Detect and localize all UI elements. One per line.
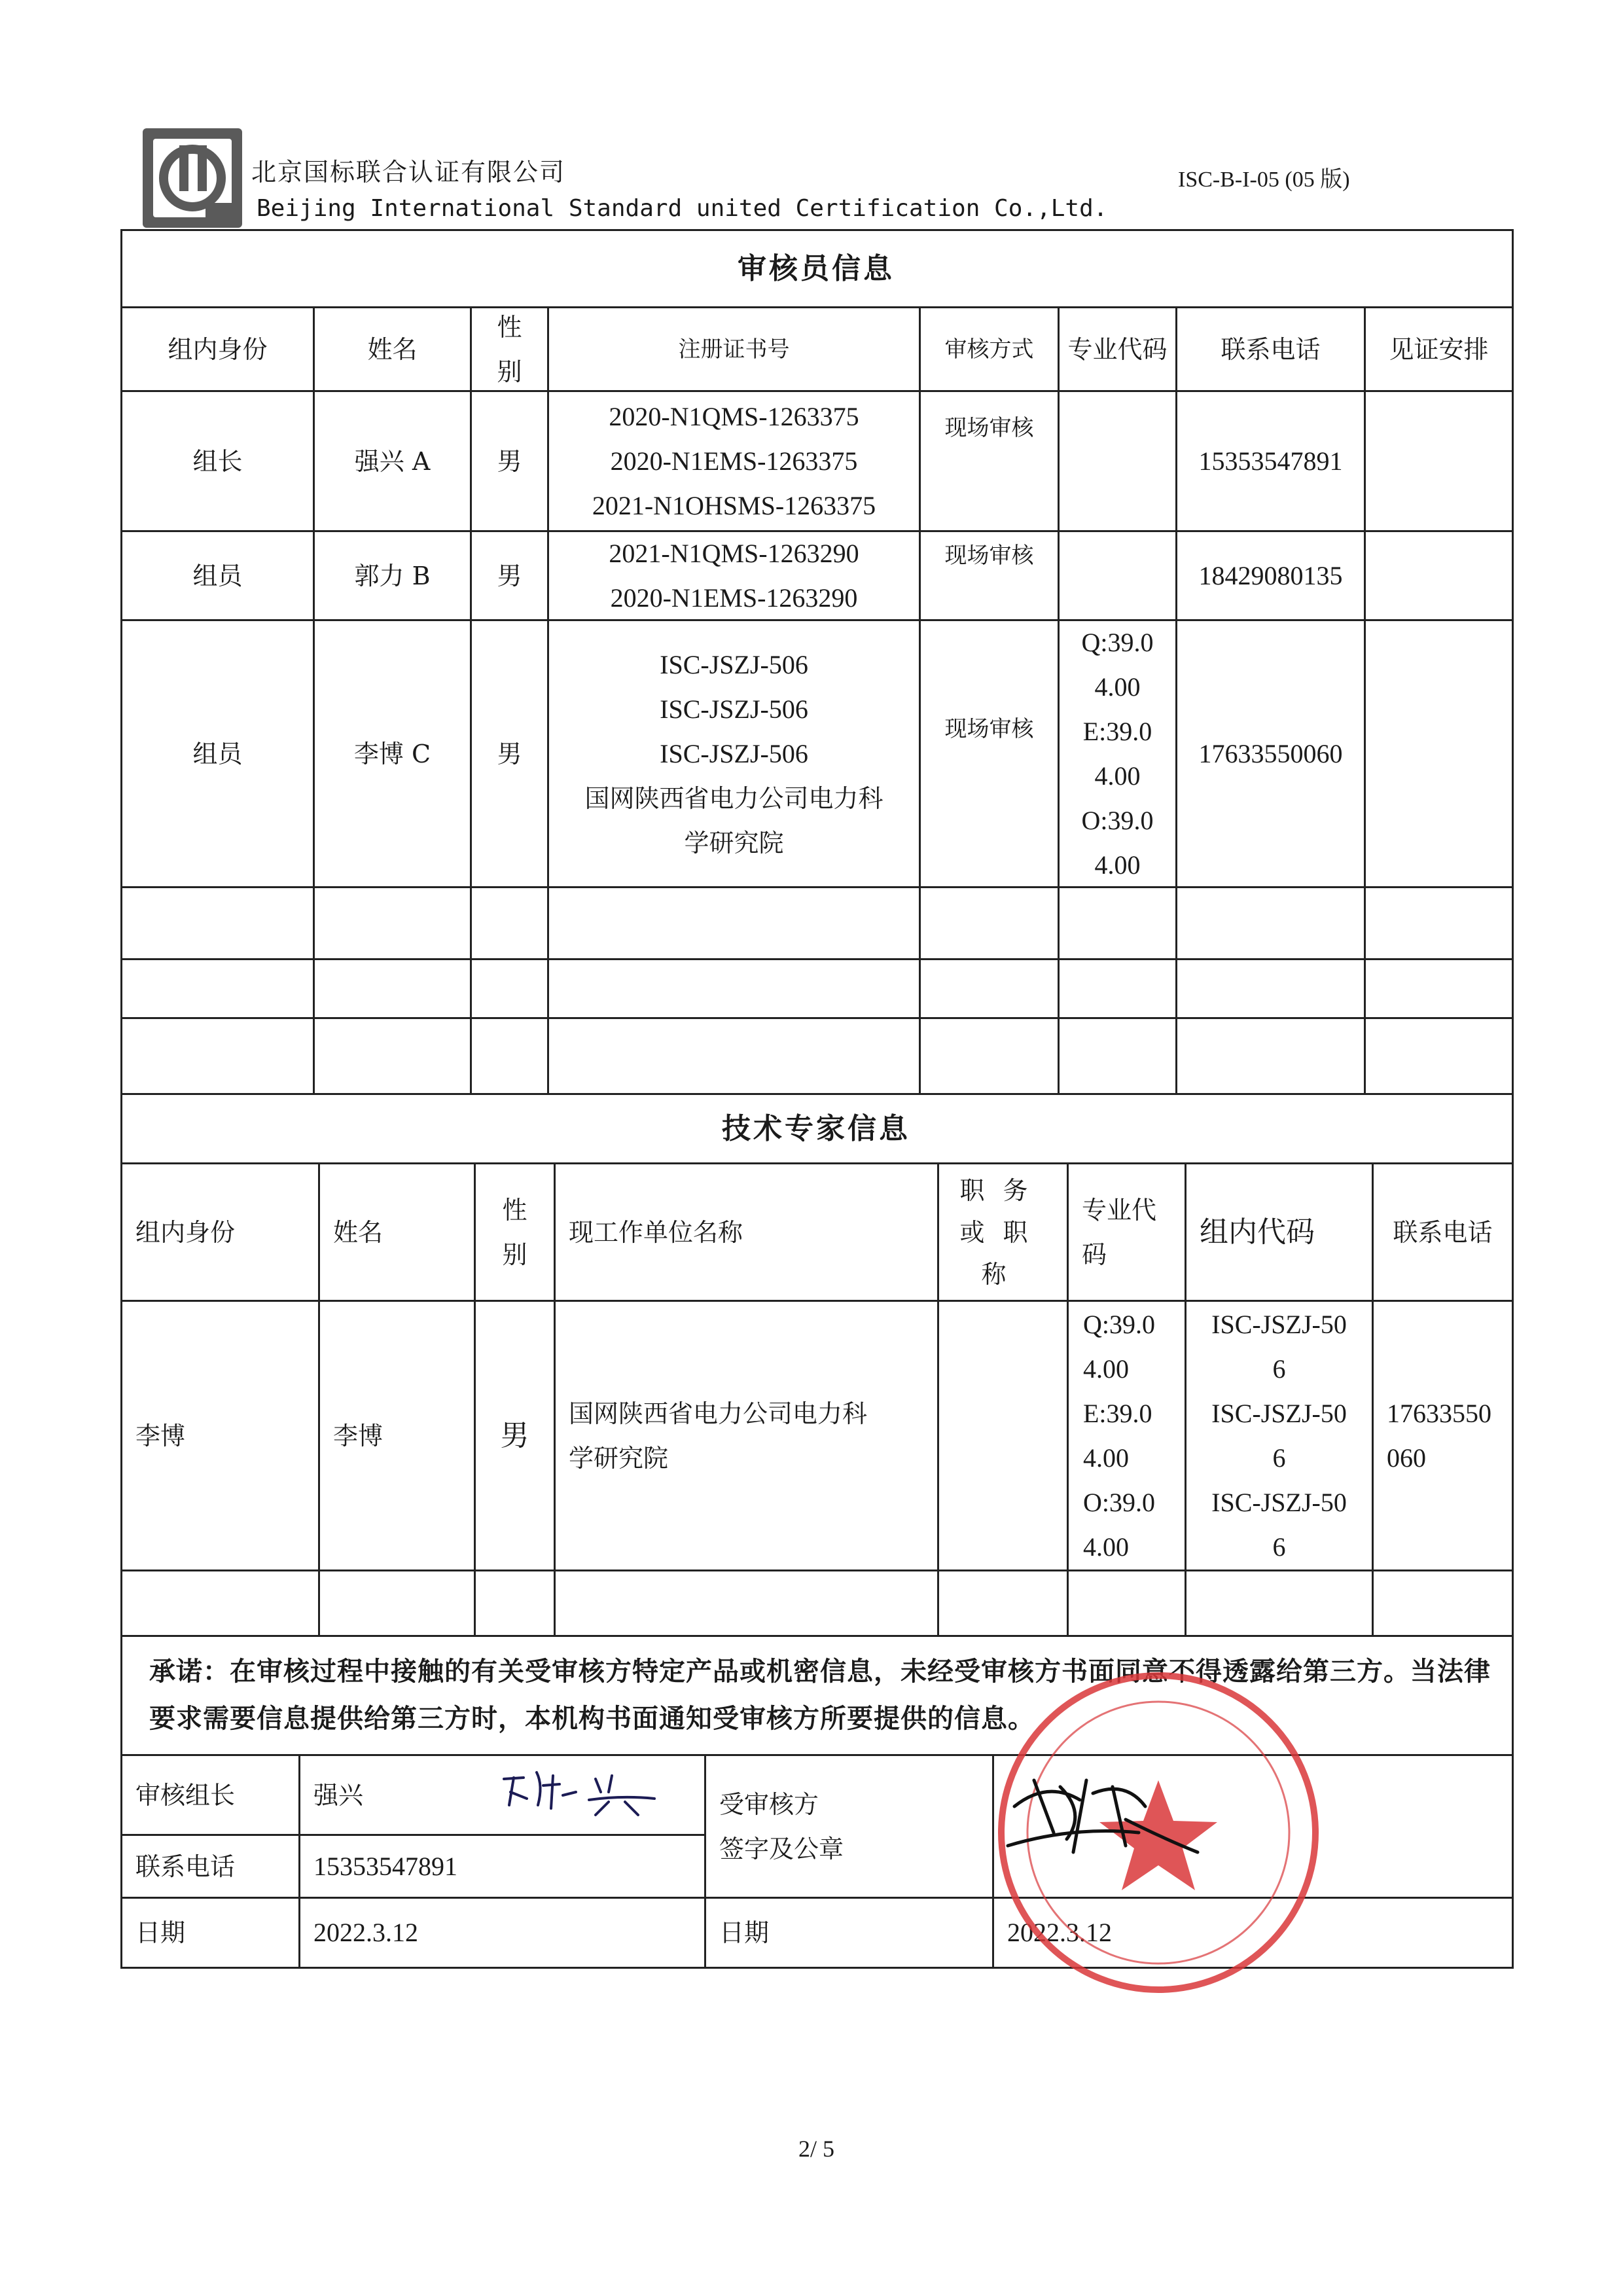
company-name-en: Beijing International Standard united Certification Co.,Ltd. — [257, 195, 1108, 222]
cert-number: 2020-N1QMS-1263375 — [609, 401, 859, 431]
col-header-phone: 联系电话 — [1393, 1217, 1493, 1247]
code-line: Q:39.0 — [1083, 1309, 1155, 1339]
col-header-method: 审核方式 — [944, 336, 1034, 363]
code-line: Q:39.0 — [1081, 627, 1154, 657]
date-label: 日期 — [135, 1918, 186, 1947]
phone-value: 15353547891 — [313, 1851, 457, 1881]
code-line: 6 — [1272, 1354, 1286, 1384]
role-cell: 组长 — [192, 446, 243, 476]
role-cell: 组员 — [192, 561, 243, 590]
auditee-date-label: 日期 — [719, 1918, 770, 1947]
code-line: ISC-JSZJ-50 — [1211, 1398, 1347, 1428]
phone-cell: 17633550060 — [1198, 738, 1343, 768]
col-header-gender: 性别 — [502, 1195, 527, 1269]
leader-signature-icon — [497, 1759, 668, 1818]
code-line: O:39.0 — [1081, 805, 1154, 835]
gender-cell: 男 — [497, 446, 522, 476]
col-header-cert: 注册证书号 — [678, 336, 790, 363]
cert-cell — [549, 532, 919, 619]
auditee-signature-icon — [995, 1754, 1211, 1872]
cert-number: 2021-N1OHSMS-1263375 — [592, 490, 876, 520]
code-line: ISC-JSZJ-50 — [1211, 1309, 1347, 1339]
code-line: 4.00 — [1094, 672, 1141, 702]
org-line: 国网陕西省电力公司电力科 — [584, 783, 883, 813]
col-header-name: 姓名 — [367, 334, 418, 364]
gender-cell: 男 — [497, 561, 522, 590]
auditee-date-value: 2022.3.12 — [1007, 1918, 1112, 1947]
col-header-name: 姓名 — [333, 1217, 383, 1247]
org-line: 学研究院 — [684, 828, 784, 857]
role-cell: 组员 — [192, 739, 243, 768]
company-name-cn: 北京国标联合认证有限公司 — [251, 158, 566, 187]
org-line: 国网陕西省电力公司电力科 — [569, 1399, 868, 1428]
col-header-code: 专业代码 — [1067, 334, 1168, 364]
page-number: 2/ 5 — [798, 2136, 835, 2162]
code-line: 4.00 — [1094, 850, 1141, 880]
cert-number: ISC-JSZJ-506 — [660, 694, 808, 724]
code-line: O:39.0 — [1083, 1487, 1155, 1517]
expert-section-title: 技术专家信息 — [722, 1111, 910, 1145]
col-header-gender: 性别 — [497, 312, 522, 386]
code-line: E:39.0 — [1082, 716, 1152, 746]
phone-cell: 18429080135 — [1198, 560, 1343, 590]
name-cell: 郭力 B — [354, 561, 431, 590]
team-code-cell — [1186, 1302, 1372, 1570]
auditee-sign-label — [706, 1756, 992, 1897]
cert-cell — [549, 392, 919, 530]
col-header-code: 专业代码 — [1082, 1195, 1157, 1269]
leader-value: 强兴 — [313, 1780, 364, 1810]
cert-cell — [549, 621, 919, 886]
method-cell: 现场审核 — [944, 716, 1034, 742]
date-value: 2022.3.12 — [313, 1918, 418, 1947]
col-header-phone: 联系电话 — [1221, 334, 1321, 364]
phone-line: 17633550 — [1387, 1398, 1491, 1428]
cert-number: ISC-JSZJ-506 — [660, 649, 808, 679]
code-cell — [1069, 1302, 1185, 1570]
code-line: E:39.0 — [1083, 1398, 1152, 1428]
cert-number: ISC-JSZJ-506 — [660, 738, 808, 768]
org-cell — [556, 1302, 937, 1570]
code-line: ISC-JSZJ-50 — [1211, 1487, 1347, 1517]
col-header-role: 组内身份 — [135, 1217, 236, 1247]
auditee-label-line: 受审核方 — [719, 1789, 819, 1819]
cert-number: 2020-N1EMS-1263375 — [610, 446, 858, 476]
gender-cell: 男 — [497, 739, 522, 768]
col-header-role: 组内身份 — [168, 334, 268, 364]
code-line: 4.00 — [1083, 1532, 1129, 1562]
phone-cell — [1374, 1302, 1512, 1570]
method-cell: 现场审核 — [944, 415, 1034, 441]
phone-line: 060 — [1387, 1443, 1426, 1473]
cert-number: 2021-N1QMS-1263290 — [609, 538, 859, 568]
method-cell: 现场审核 — [944, 543, 1034, 569]
col-header-org: 现工作单位名称 — [569, 1217, 743, 1247]
role-cell: 李博 — [135, 1421, 186, 1450]
auditee-label-line: 签字及公章 — [719, 1834, 844, 1863]
code-line: 4.00 — [1083, 1354, 1129, 1384]
name-cell: 强兴 A — [354, 446, 431, 476]
col-header-witness: 见证安排 — [1389, 334, 1489, 364]
col-header-team-code: 组内代码 — [1200, 1215, 1315, 1249]
code-line: 6 — [1272, 1532, 1286, 1562]
confidentiality-promise: 承诺：在审核过程中接触的有关受审核方特定产品或机密信息，未经受审核方书面同意不得透露给第三方。当法律要求需要信息提供给第三方时，本机构书面通知受审核方所要提供的信息。 — [149, 1656, 1491, 1734]
code-line: 6 — [1272, 1443, 1286, 1473]
col-header-title: 职务或职称 — [959, 1175, 1046, 1289]
form-code: ISC-B-I-05 (05 版) — [1178, 168, 1350, 192]
cert-number: 2020-N1EMS-1263290 — [610, 583, 858, 613]
leader-label: 审核组长 — [135, 1780, 236, 1810]
org-line: 学研究院 — [569, 1443, 669, 1473]
code-cell — [1060, 621, 1175, 886]
title-cell — [939, 1302, 1067, 1570]
name-cell: 李博 — [333, 1421, 383, 1450]
company-logo-icon — [140, 126, 245, 230]
name-cell: 李博 C — [353, 739, 431, 768]
phone-cell: 15353547891 — [1198, 446, 1343, 476]
code-line: 4.00 — [1083, 1443, 1129, 1473]
gender-cell: 男 — [500, 1418, 529, 1452]
auditor-section-title: 审核员信息 — [738, 251, 895, 285]
phone-label: 联系电话 — [135, 1852, 236, 1881]
code-line: 4.00 — [1094, 761, 1141, 791]
